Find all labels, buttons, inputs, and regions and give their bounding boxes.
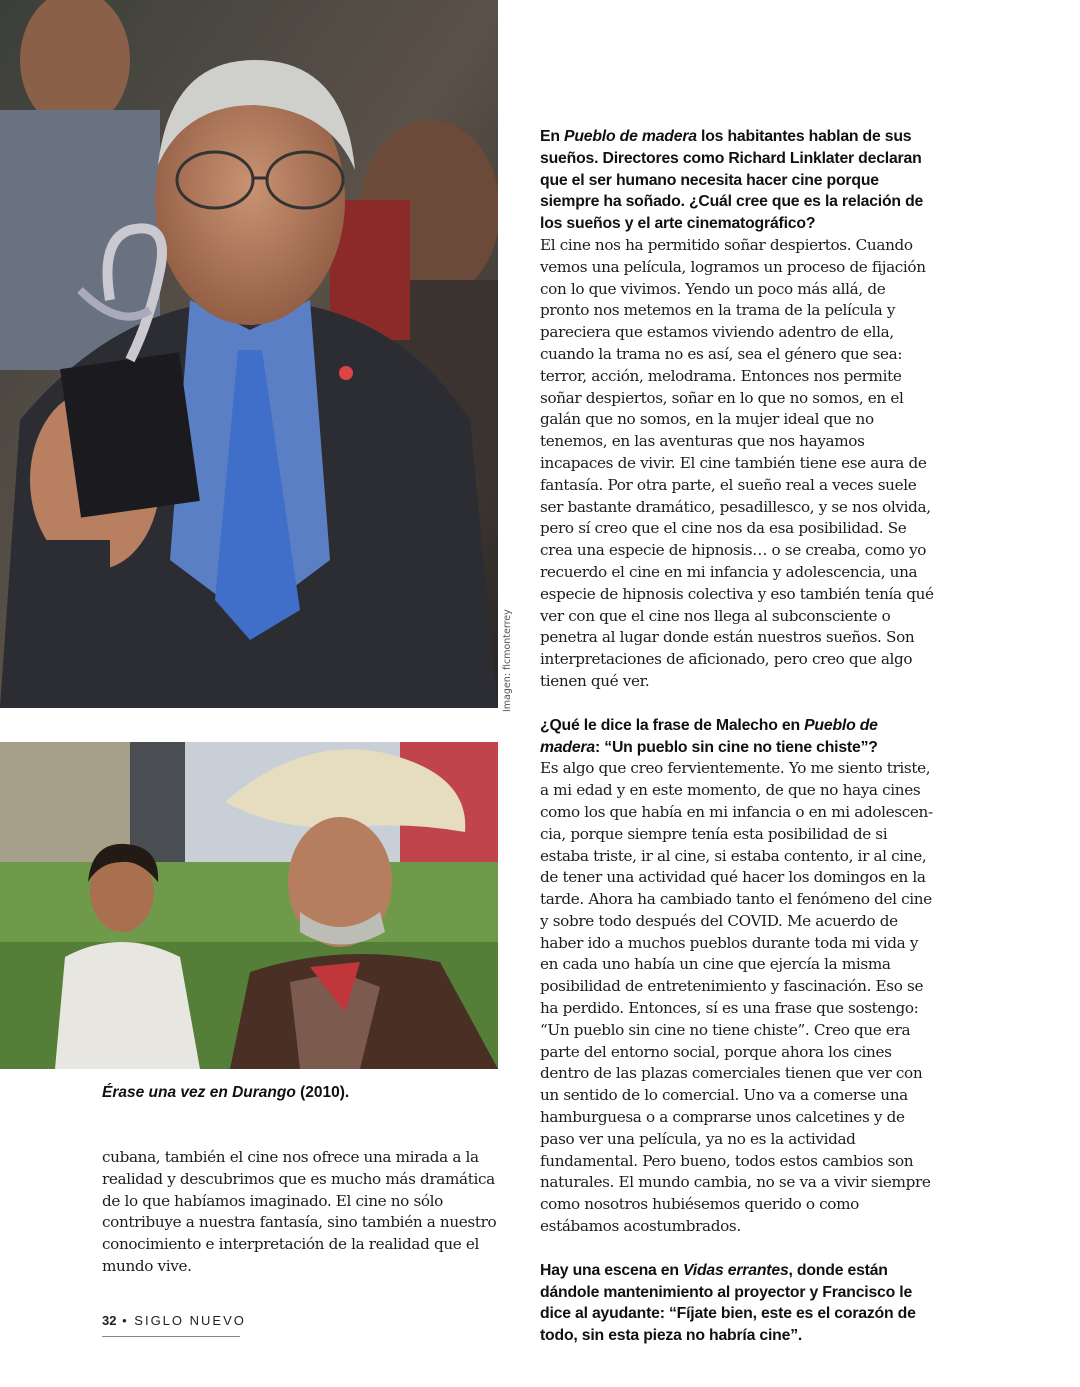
photo-caption [102, 1084, 349, 1102]
photo-credit: Imagen: ficmonterrey [502, 609, 513, 712]
question-1-title: Pueblo de madera [563, 128, 697, 145]
question-3-part: Hay una escena en [540, 1261, 684, 1279]
question-1-part: En [540, 128, 564, 145]
award-photo [0, 0, 498, 708]
magazine-name: SIGLO NUEVO [134, 1313, 246, 1328]
question-1-part: los habitantes hablan de sus sueños. Directores como Richard Linklater declaran que el ser humano necesita hacer cine porque siempre ha soñado. ¿Cuál cree que es la relación de los sueños y el arte cinematográfico? [540, 128, 924, 233]
caption-year: (2010). [295, 1084, 350, 1101]
question-2-title: Pueblo de madera [540, 716, 878, 756]
caption-title: Érase una vez en Durango [102, 1084, 296, 1101]
film-still-photo [0, 742, 498, 1069]
answer-1: El cine nos ha permitido soñar despiertos. Cuando vemos una película, logramos un proceso de fijación con lo que vivimos. Yendo un poco más allá, de pronto nos metemos en la trama de la película y pareciera que estamos viviendo adentro de ella, cuando la trama no es así, sea el género que sea: terror, acción, melodrama. Entonces nos permite soñar despiertos, soñar en lo que no somos, en el galán que no somos, en la mujer ideal que no tenemos, en las aventuras que nos hayamos incapaces de vivir. El cine también tiene ese aura de fantasía. Por otra parte, el sueño real a veces suele ser bastante dramático, pesadillesco, y se nos olvida, pero sí creo que el cine nos da esa posibilidad. Se crea una especie de hipnosis… o se creaba, como yo recuerdo el cine en mi infancia y adolescencia, una especie de hipnosis colectiva y eso también tenía qué ver con que el cine nos llega al subconsciente o penetra al lugar donde están nuestros sueños. Son interpretaciones de aficionado, pero creo que algo tienen qué ver. [540, 235, 934, 690]
question-3 [540, 1260, 936, 1347]
question-2-part: : “Un pueblo sin cine no tiene chiste”? [595, 738, 878, 756]
left-column [102, 1147, 498, 1278]
answer-2: Es algo que creo fervientemente. Yo me siento triste, a mi edad y en este momento, de que no haya cines como los que había en mi infancia o en mi adolescencia, porque siempre tenía esta posibilidad de si estaba triste, ir al cine, si estaba contento, ir al cine, de tener una actividad qué hacer los domingos en la tarde. Ahora ha cambiado tanto el fenómeno del cine y sobre todo después del COVID. Me acuerdo de haber ido a muchos pueblos durante toda mi vida y en cada uno había un cine que ejercía la misma posibilidad de entretenimiento y fascinación. Eso se ha perdido. Entonces, sí es una frase que sostengo: “Un pueblo sin cine no tiene chiste”. Creo que era parte del entorno social, porque ahora los cines dentro de las plazas comerciales tienen que ver con un sentido de lo comercial. Uno va a comerse una hamburguesa o a comprarse unos calcetines y de paso ver una película, ya no es la actividad fundamental. Pero bueno, todos estos cambios son naturales. El mundo cambia, no se va a vivir siempre como nosotros hubiésemos querido o como estábamos acostumbrados. [540, 759, 934, 1236]
footer-separator: • [122, 1313, 129, 1328]
question-3-part: , donde están dándole mantenimiento al proyector y Francisco le dice al ayudante: “Fíjate bien, este es el corazón de todo, sin esta pieza no habría cine”. [540, 1261, 916, 1345]
left-column-text: cubana, también el cine nos ofrece una mirada a la realidad y descubrimos que es mucho más dramática de lo que habíamos imaginado. El cine no sólo contribuye a nuestra fantasía, sino también a nuestro conocimiento e interpretación de la realidad que el mundo vive. [102, 1148, 497, 1275]
page-number: 32 [102, 1313, 117, 1328]
question-2 [540, 715, 936, 759]
right-column [540, 126, 936, 1347]
footer-rule [102, 1336, 240, 1337]
question-1 [540, 126, 936, 235]
question-2-part: ¿Qué le dice la frase de Malecho en [540, 716, 805, 734]
question-3-title: Vidas errantes [683, 1261, 789, 1279]
page-footer [102, 1313, 246, 1328]
